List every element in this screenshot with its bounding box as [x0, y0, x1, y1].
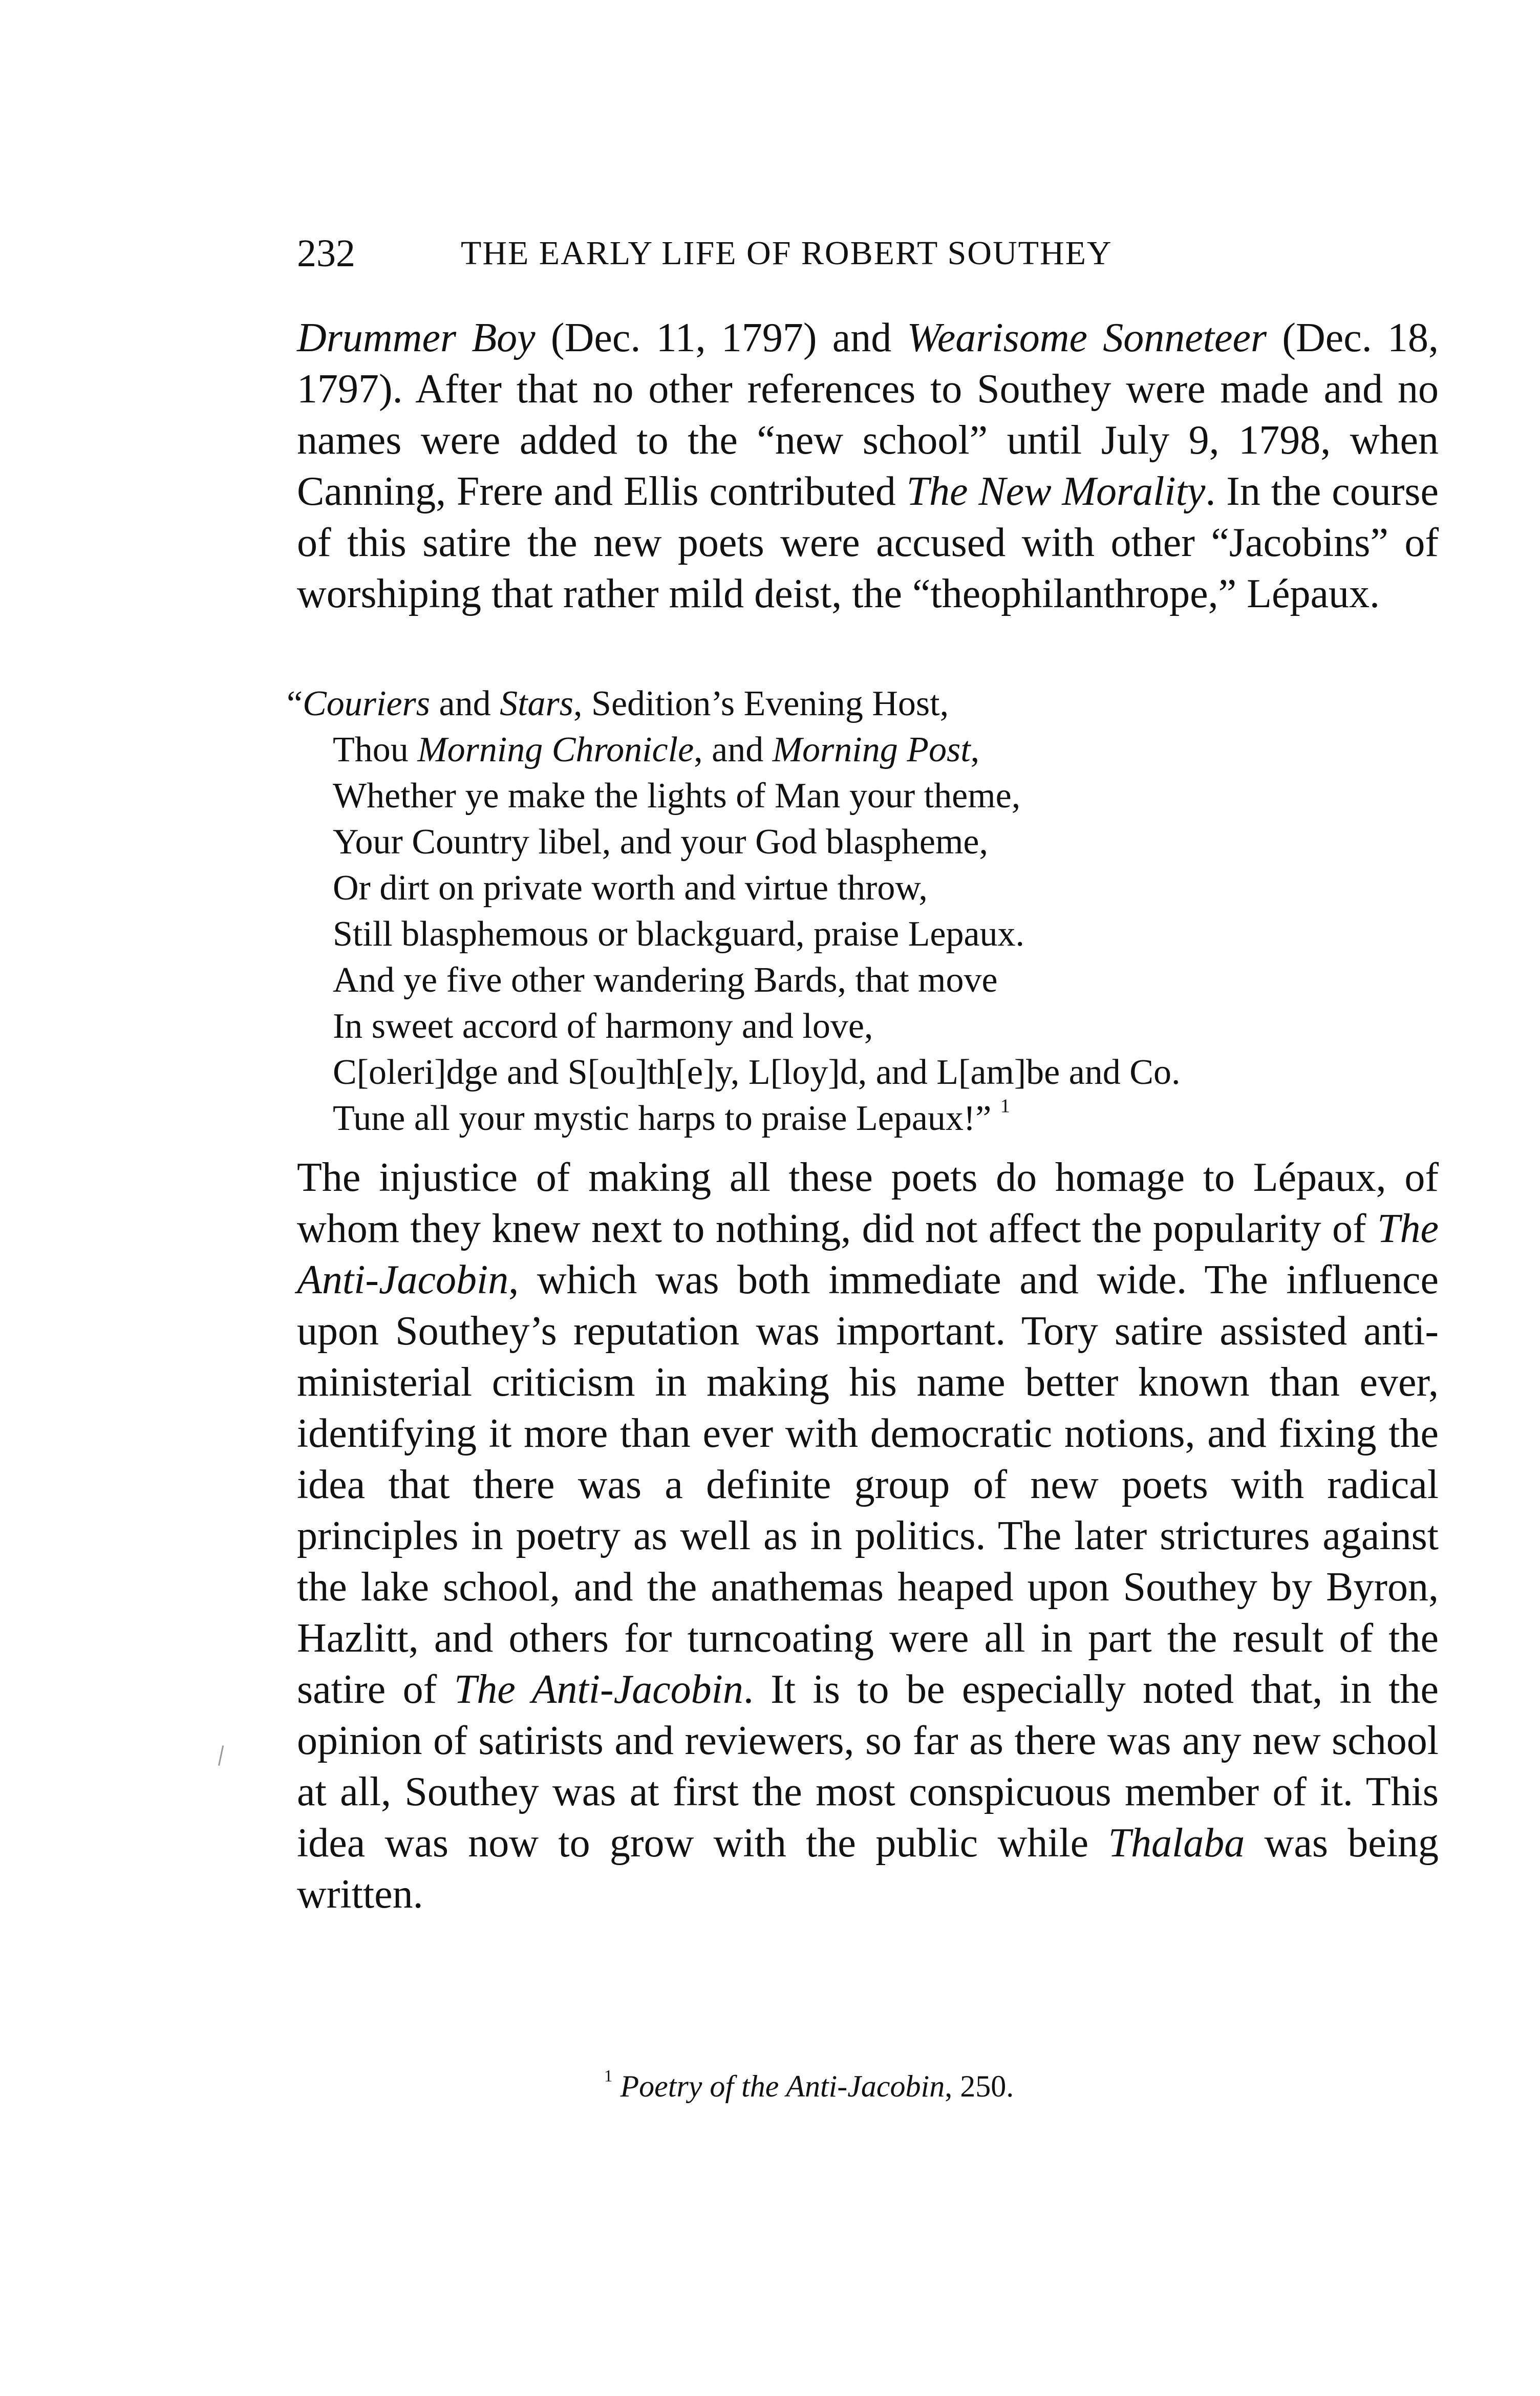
footnote — [604, 2063, 1014, 2109]
title-anti-jacobin-2: The Anti-Jacobin — [454, 1667, 743, 1712]
margin-mark — [218, 1745, 228, 1766]
verse-line-4: Your Country libel, and your God blaspheme, — [333, 822, 988, 862]
verse-line-8: In sweet accord of harmony and love, — [333, 1007, 873, 1046]
title-drummer-boy: Drummer Boy — [297, 315, 536, 360]
footnote-number: 1 — [604, 2067, 613, 2086]
verse-line-9: C[oleri]dge and S[ou]th[e]y, L[loy]d, and L[am]be and Co. — [333, 1053, 1181, 1092]
footnote-page: , 250. — [945, 2069, 1014, 2103]
page-header — [297, 225, 1439, 282]
verse-line-10: Tune all your mystic harps to praise Lepaux!” $^1$ — [333, 1095, 1011, 1138]
paragraph-1 — [297, 312, 1439, 619]
verse-line-6: Still blasphemous or blackguard, praise Lepaux. — [333, 914, 1025, 954]
verse-line-2: Thou Morning Chronicle, and Morning Post, — [333, 730, 980, 769]
paragraph-2: The injustice of making all these poets do homage to Lépaux, of whom they knew next to nothing, did not affect the popularity of The Anti-Jacobin, which was both immediate and wide. The influence upon Southey’s reputation was important. Tory satire assisted anti-ministerial criticism in making his name better known than ever, identifying it more than ever with democratic notions, and fixing the idea that there was a definite group of new poets with radical principles in poetry as well as in politics. The later strictures against the lake school, and the anathemas heaped upon Southey by Byron, Hazlitt, and others for turncoating were all in part the result of the satire of The Anti-Jacobin. It is to be especially noted that, in the opinion of satirists and reviewers, so far as there was any new school at all, Southey was at first the most conspicuous member of it. This idea was now to grow with the public while Thalaba was being written. — [297, 1155, 1439, 1917]
footnote-marker: 1 — [1000, 1095, 1011, 1117]
page-number: 232 — [297, 232, 355, 275]
para1-text-c: . In the course of this satire the new poets were accused with other “Jacobins” of worshiping that rather mild deist, the “theophilanthrope,” Lépaux. — [297, 469, 1439, 616]
para1-text-a: (Dec. 11, 1797) and — [535, 315, 907, 360]
verse-line-7: And ye five other wandering Bards, that move — [333, 960, 998, 1000]
verse-quotation — [287, 681, 1464, 1142]
title-anti-jacobin: The Anti-Jacobin — [297, 1206, 1439, 1302]
title-wearisome-sonneteer: Wearisome Sonneteer — [907, 315, 1267, 360]
title-new-morality: The New Morality — [906, 469, 1206, 514]
footnote-title: Poetry of the Anti-Jacobin — [620, 2069, 945, 2103]
para1-text-b: (Dec. 18, 1797). After that no other references to Southey were made and no names were added to the “new school” until July 9, 1798, when Canning, Frere and Ellis contributed — [297, 315, 1439, 514]
verse-line-1: “Couriers and Stars, Sedition’s Evening Host, — [287, 684, 949, 723]
verse-line-5: Or dirt on private worth and virtue throw, — [333, 868, 928, 908]
running-head: THE EARLY LIFE OF ROBERT SOUTHEY — [461, 234, 1113, 272]
title-thalaba: Thalaba — [1108, 1821, 1245, 1866]
verse-line-3: Whether ye make the lights of Man your theme, — [333, 776, 1021, 816]
